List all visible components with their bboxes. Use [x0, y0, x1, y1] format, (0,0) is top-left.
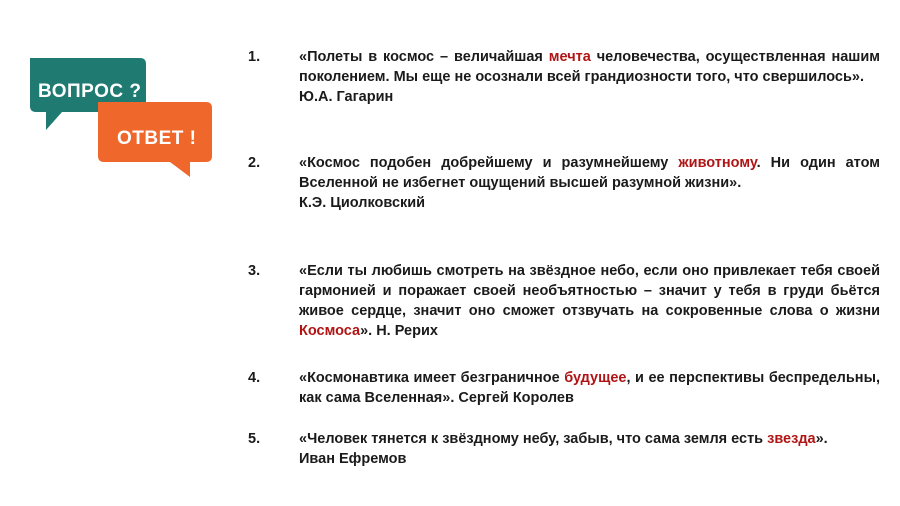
- quote-author: Ю.А. Гагарин: [299, 89, 394, 105]
- quote-author: К.Э. Циолковский: [299, 195, 426, 211]
- answer-label: ОТВЕТ !: [117, 128, 197, 149]
- quote-highlight: животному: [678, 155, 757, 171]
- quote-number: 5.: [248, 431, 261, 447]
- quote-number: 4.: [248, 370, 261, 386]
- quote-text-part: человечества, осуществленная нашим поколением. Мы еще не осознали всей грандиозности того, что свершилось».: [299, 49, 880, 85]
- quote-text-part: «Человек тянется к звёздному небу, забыв, что сама земля есть: [299, 431, 768, 447]
- question-label: ВОПРОС ?: [38, 81, 142, 102]
- quote-text: [299, 429, 880, 469]
- quote-highlight: мечта: [548, 49, 591, 65]
- quote-number: 2.: [248, 155, 261, 171]
- quote-number: 1.: [248, 49, 261, 65]
- quote-text: [299, 47, 880, 107]
- quote-text-part: «Полеты в космос – величайшая: [299, 49, 549, 65]
- quote-text-part: , и ее перспективы беспредельны, как сама Вселенная». Сергей Королев: [299, 370, 880, 406]
- quote-author: Иван Ефремов: [299, 451, 407, 467]
- quote-highlight: будущее: [564, 370, 627, 386]
- quote-highlight: звезда: [767, 431, 816, 447]
- quote-text: [299, 261, 880, 341]
- quote-text-part: «Космос подобен добрейшему и разумнейшему: [299, 155, 679, 171]
- question-answer-logo: [22, 50, 222, 180]
- quote-text-part: «Космонавтика имеет безграничное: [299, 370, 565, 386]
- quote-highlight: Космоса: [299, 323, 361, 339]
- quote-text: [299, 153, 880, 213]
- quote-text-part: «Если ты любишь смотреть на звёздное небо, если оно привлекает тебя своей гармонией и поражает своей необъятностью – значит у тебя в груди бьётся живое сердце, значит оно сможет отзвучать на сокровенные слова о жизни: [299, 263, 880, 319]
- quote-text-part: ». Н. Рерих: [360, 323, 438, 339]
- quote-text-part: . Ни один атом Вселенной не избегнет ощущений высшей разумной жизни».: [299, 155, 880, 191]
- quote-text-part: ».: [815, 431, 828, 447]
- quote-text: [299, 368, 880, 408]
- quote-number: 3.: [248, 263, 261, 279]
